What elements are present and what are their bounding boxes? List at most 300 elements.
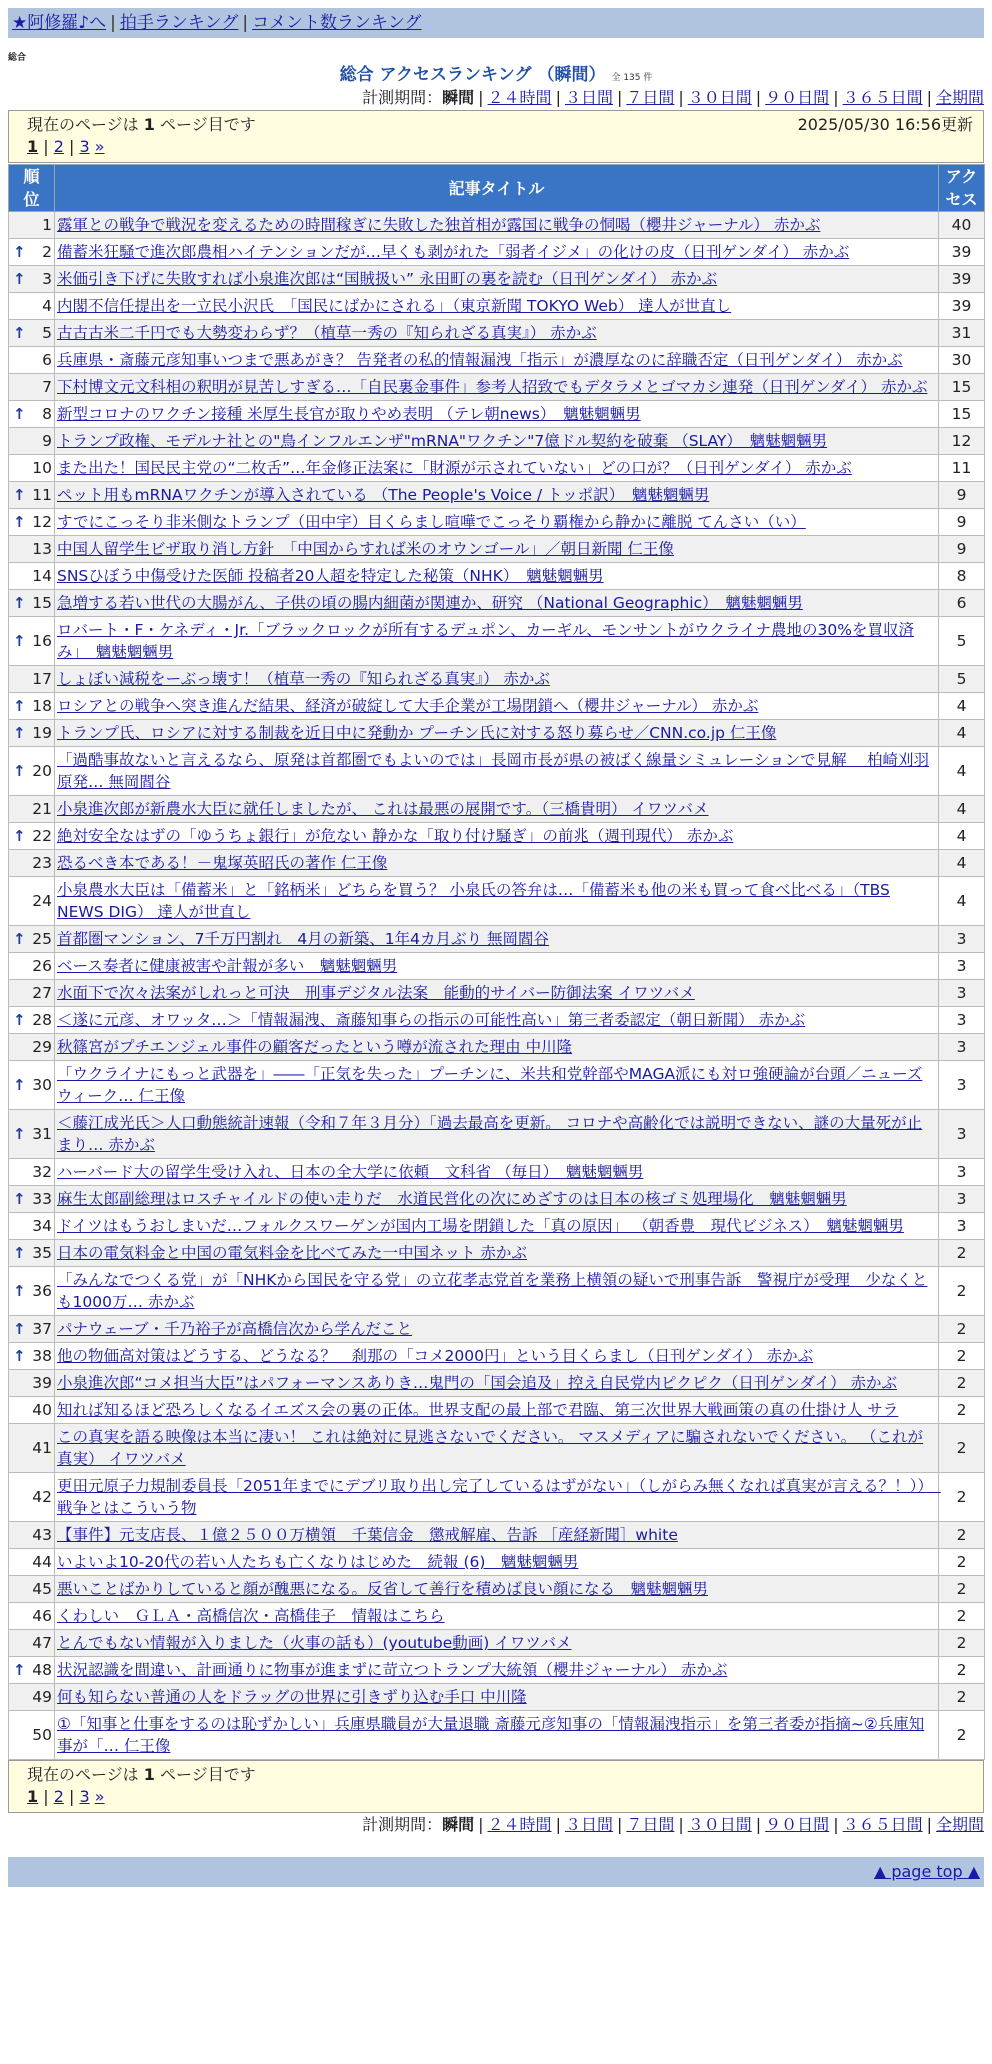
rank-number: 4: [42, 297, 52, 315]
article-link[interactable]: 麻生太郎副総理はロスチャイルドの使い走りだ 水道民営化の次にめざすのは日本の核ゴミ処理場化 魑魅魍魎男: [57, 1190, 847, 1208]
rank-number: 16: [32, 632, 52, 650]
article-link[interactable]: 更田元原子力規制委員長「2051年までにデブリ取り出し完了しているはずがない」（しがらみ無くなれば真実が言える？！）） 戦争とはこういう物: [57, 1477, 941, 1517]
table-row: [9, 1711, 985, 1760]
top-nav-bar: [8, 8, 984, 38]
rank-number: 47: [32, 1634, 52, 1652]
table-row: [9, 401, 985, 428]
rank-up-arrow-icon: ↑: [13, 1282, 26, 1300]
access-count: 3: [939, 953, 985, 980]
rank-cell: [9, 1186, 55, 1213]
rank-number: 5: [42, 324, 52, 342]
access-count: 3: [939, 926, 985, 953]
rank-number: 29: [32, 1038, 52, 1056]
rank-number: 26: [32, 957, 52, 975]
rank-cell: [9, 980, 55, 1007]
title-cell: [55, 482, 939, 509]
title-cell: [55, 293, 939, 320]
page-separator: |: [63, 137, 80, 156]
rank-number: 33: [32, 1190, 52, 1208]
rank-up-arrow-icon: ↑: [13, 243, 26, 261]
title-cell: [55, 796, 939, 823]
access-count: 2: [939, 1684, 985, 1711]
access-count: 9: [939, 536, 985, 563]
article-link[interactable]: この真実を語る映像は本当に凄い！ これは絶対に見逃さないでください。 マスメディアに騙されないでください。 （これが真実） イワツバメ: [57, 1428, 924, 1468]
title-cell: [55, 1007, 939, 1034]
title-cell: [55, 1473, 939, 1522]
table-row: [9, 482, 985, 509]
title-cell: [55, 1110, 939, 1159]
title-cell: [55, 1061, 939, 1110]
period-selector-top: [8, 86, 984, 110]
category-label: 総合: [8, 53, 27, 63]
period-separator: |: [478, 1815, 484, 1834]
period-option-link[interactable]: ３０日間: [687, 1815, 752, 1834]
article-link[interactable]: 「みんなでつくる党」が「NHKから国民を守る党」の立花孝志党首を業務上横領の疑いで刑事告訴 警視庁が受理 少なくとも1000万… 赤かぶ: [57, 1271, 928, 1311]
current-page-text: 現在のページは 1 ページ目です: [27, 1765, 256, 1784]
article-link[interactable]: 首都圏マンション、7千万円割れ 4月の新築、1年4カ月ぶり 無岡閻谷: [57, 930, 549, 948]
article-link[interactable]: 秋篠宮がプチエンジェル事件の顧客だったという噂が流された理由 中川隆: [57, 1038, 573, 1056]
rank-number: 32: [32, 1163, 52, 1181]
period-option-link[interactable]: 全期間: [935, 1815, 984, 1834]
rank-cell: [9, 926, 55, 953]
rank-cell: [9, 693, 55, 720]
rank-number: 45: [32, 1580, 52, 1598]
title-cell: [55, 953, 939, 980]
article-link[interactable]: 何も知らない普通の人をドラッグの世界に引きずり込む手口 中川隆: [57, 1688, 527, 1706]
period-separator: |: [678, 1815, 684, 1834]
title-cell: [55, 1397, 939, 1424]
article-link[interactable]: 水面下で次々法案がしれっと可決 刑事デジタル法案 能動的サイバー防御法案 イワツバメ: [57, 984, 695, 1002]
rank-cell: [9, 1424, 55, 1473]
rank-up-arrow-icon: ↑: [13, 1320, 26, 1338]
rank-number: 48: [32, 1661, 52, 1679]
article-link[interactable]: しょぼい減税をーぶっ壊す！（植草一秀の『知られざる真実』） 赤かぶ: [57, 670, 550, 688]
article-link[interactable]: SNSひぼう中傷受けた医師 投稿者20人超を特定した秘策（NHK） 魑魅魍魎男: [57, 567, 604, 585]
rank-cell: [9, 1240, 55, 1267]
rank-number: 14: [32, 567, 52, 585]
rank-cell: [9, 1473, 55, 1522]
period-option-link[interactable]: ２４時間: [487, 88, 552, 107]
table-row: [9, 617, 985, 666]
rank-cell: [9, 563, 55, 590]
rank-number: 42: [32, 1488, 52, 1506]
article-link[interactable]: 小泉農水大臣は「備蓄米」と「銘柄米」どちらを買う？ 小泉氏の答弁は…「備蓄米も他の米も買って食べ比べる」（TBS NEWS DIG） 達人が世直し: [57, 881, 890, 921]
rank-number: 43: [32, 1526, 52, 1544]
rank-cell: [9, 536, 55, 563]
access-count: 2: [939, 1424, 985, 1473]
article-link[interactable]: ＜遂に元彦、オワッタ…＞「情報漏洩、斎藤知事らの指示の可能性高い」第三者委認定（朝日新聞） 赤かぶ: [57, 1011, 806, 1029]
title-cell: [55, 374, 939, 401]
rank-number: 17: [32, 670, 52, 688]
access-count: 2: [939, 1657, 985, 1684]
article-link[interactable]: 下村博文元文科相の釈明が見苦しすぎる…「自民裏金事件」参考人招致でもデタラメとゴマカシ連発（日刊ゲンダイ） 赤かぶ: [57, 378, 928, 396]
rank-cell: [9, 823, 55, 850]
period-separator: |: [616, 88, 623, 107]
pager-bottom: [8, 1760, 984, 1813]
rank-number: 34: [32, 1217, 52, 1235]
title-cell: [55, 1343, 939, 1370]
page-link[interactable]: 2: [53, 137, 64, 156]
access-count: 2: [939, 1316, 985, 1343]
title-cell: [55, 1370, 939, 1397]
article-link[interactable]: 兵庫県・斎藤元彦知事いつまで悪あがき？ 告発者の私的情報漏洩「指示」が濃厚なのに辞職否定（日刊ゲンダイ） 赤かぶ: [57, 351, 903, 369]
article-link[interactable]: 絶対安全なはずの「ゆうちょ銀行」が危ない 静かな「取り付け騒ぎ」の前兆（週刊現代） 赤かぶ: [57, 827, 734, 845]
table-row: [9, 1576, 985, 1603]
rank-up-arrow-icon: ↑: [13, 762, 26, 780]
access-count: 2: [939, 1522, 985, 1549]
article-link[interactable]: ＜藤江成光氏＞人口動態統計速報（令和７年３月分）「過去最高を更新。 コロナや高齢化では説明できない、謎の大量死が止まり… 赤かぶ: [57, 1114, 923, 1154]
rank-cell: [9, 1576, 55, 1603]
rank-cell: [9, 796, 55, 823]
article-link[interactable]: 日本の電気料金と中国の電気料金を比べてみた一中国ネット 赤かぶ: [57, 1244, 527, 1262]
rank-cell: [9, 1522, 55, 1549]
access-count: 39: [939, 293, 985, 320]
article-link[interactable]: 「ウクライナにもっと武器を」――「正気を失った」プーチンに、米共和党幹部やMAGA派にも対ロ強硬論が台頭／ニューズウィーク… 仁王像: [57, 1065, 923, 1105]
rank-number: 13: [32, 540, 52, 558]
article-link[interactable]: 急増する若い世代の大腸がん、子供の頃の腸内細菌が関連か、研究 （National Geographic） 魑魅魍魎男: [57, 594, 803, 612]
rank-cell: [9, 850, 55, 877]
article-link[interactable]: 他の物価高対策はどうする、どうなる？ 刹那の「コメ2000円」という目くらまし（日刊ゲンダイ） 赤かぶ: [57, 1347, 814, 1365]
rank-number: 35: [32, 1244, 52, 1262]
page-title: [8, 64, 984, 86]
page-separator: |: [38, 137, 54, 156]
page-link[interactable]: 3: [79, 137, 90, 156]
access-count: 40: [939, 212, 985, 239]
period-separator: |: [678, 88, 684, 107]
article-link[interactable]: 「過酷事故ないと言えるなら、原発は首都圏でもよいのでは」長岡市長が県の被ばく線量シミュレーションで見解 柏崎刈羽原発… 無岡閻谷: [57, 751, 930, 791]
access-count: 11: [939, 455, 985, 482]
table-row: [9, 747, 985, 796]
rank-number: 46: [32, 1607, 52, 1625]
period-option-link[interactable]: ３日間: [564, 88, 613, 107]
title-cell: [55, 1711, 939, 1760]
period-option-link[interactable]: ３６５日間: [842, 1815, 923, 1834]
next-page-link[interactable]: »: [94, 137, 105, 156]
table-row: [9, 1370, 985, 1397]
rank-up-arrow-icon: ↑: [13, 1661, 26, 1679]
table-row: [9, 953, 985, 980]
rank-number: 15: [32, 594, 52, 612]
rank-cell: [9, 747, 55, 796]
table-row: [9, 1267, 985, 1316]
rank-cell: [9, 666, 55, 693]
table-row: [9, 1424, 985, 1473]
rank-up-arrow-icon: ↑: [13, 632, 26, 650]
access-count: 2: [939, 1630, 985, 1657]
rank-cell: [9, 374, 55, 401]
updated-timestamp: 2025/05/30 16:56更新: [797, 115, 973, 134]
access-count: 9: [939, 482, 985, 509]
next-page-link[interactable]: »: [94, 1787, 105, 1806]
table-row: [9, 563, 985, 590]
article-link[interactable]: とんでもない情報が入りました（火事の話も）(youtube動画) イワツバメ: [57, 1634, 572, 1652]
title-cell: [55, 1159, 939, 1186]
title-cell: [55, 1576, 939, 1603]
article-link[interactable]: 米価引き下げに失敗すれば小泉進次郎は“国賊扱い” 永田町の裏を読む（日刊ゲンダイ） 赤かぶ: [57, 270, 718, 288]
period-separator: |: [555, 1815, 561, 1834]
rank-number: 9: [42, 432, 52, 450]
period-separator: |: [833, 1815, 839, 1834]
access-count: 3: [939, 1007, 985, 1034]
title-cell: [55, 850, 939, 877]
period-separator: |: [478, 88, 484, 107]
title-cell: [55, 536, 939, 563]
title-cell: [55, 926, 939, 953]
period-separator: |: [755, 88, 762, 107]
period-option-link[interactable]: ３０日間: [687, 88, 752, 107]
period-selector-bottom: [8, 1813, 984, 1837]
nav-separator: |: [242, 13, 249, 33]
title-cell: [55, 455, 939, 482]
period-separator: |: [926, 1815, 932, 1834]
period-option-link[interactable]: ７日間: [626, 1815, 675, 1834]
period-label: 計測期間：: [362, 88, 443, 107]
rank-number: 21: [32, 800, 52, 818]
article-link[interactable]: 状況認識を間違い、計画通りに物事が進まずに苛立つトランプ大統領（櫻井ジャーナル） 赤かぶ: [57, 1661, 728, 1679]
period-separator: |: [926, 88, 932, 107]
access-count: 12: [939, 428, 985, 455]
period-option-link[interactable]: ９０日間: [765, 88, 830, 107]
comment-ranking-link[interactable]: コメント数ランキング: [252, 13, 422, 33]
article-link[interactable]: 小泉進次郎が新農水大臣に就任しましたが、 これは最悪の展開です。（三橋貴明） イワツバメ: [57, 800, 709, 818]
table-row: [9, 212, 985, 239]
rank-up-arrow-icon: ↑: [13, 594, 26, 612]
table-row: [9, 374, 985, 401]
footer-bar: [8, 1857, 984, 1887]
rank-number: 38: [32, 1347, 52, 1365]
table-row: [9, 1110, 985, 1159]
rank-cell: [9, 509, 55, 536]
title-cell: [55, 1034, 939, 1061]
article-link[interactable]: ペット用もmRNAワクチンが導入されている （The People's Voice / トッポ訳） 魑魅魍魎男: [57, 486, 710, 504]
table-row: [9, 1343, 985, 1370]
rank-cell: [9, 266, 55, 293]
page-link[interactable]: 2: [53, 1787, 64, 1806]
period-option-link[interactable]: ３６５日間: [842, 88, 923, 107]
access-count: 39: [939, 239, 985, 266]
rank-cell: [9, 1657, 55, 1684]
period-option-link[interactable]: ７日間: [626, 88, 675, 107]
rank-cell: [9, 720, 55, 747]
article-link[interactable]: 悪いことばかりしていると顔が醜悪になる。反省して善行を積めば良い顔になる 魑魅魍魎男: [57, 1580, 709, 1598]
period-separator: |: [833, 88, 839, 107]
rank-up-arrow-icon: ↑: [13, 513, 26, 531]
access-count: 6: [939, 590, 985, 617]
access-count: 5: [939, 666, 985, 693]
article-link[interactable]: 備蓄米狂騒で進次郎農相ハイテンションだが…早くも剥がれた「弱者イジメ」の化けの皮（日刊ゲンダイ） 赤かぶ: [57, 243, 850, 261]
article-link[interactable]: ハーバード大の留学生受け入れ、日本の全大学に依頼 文科省 （毎日） 魑魅魍魎男: [57, 1163, 644, 1181]
access-count: 4: [939, 877, 985, 926]
article-link[interactable]: 【事件】元支店長、１億２５００万横領 千葉信金 懲戒解雇、告訴 ［産経新聞］white: [57, 1526, 678, 1544]
rank-cell: [9, 428, 55, 455]
article-link[interactable]: ①「知事と仕事をするのは恥ずかしい」兵庫県職員が大量退職 斎藤元彦知事の「情報漏洩指示」を第三者委が指摘~②兵庫知事が「… 仁王像: [57, 1715, 925, 1755]
table-row: [9, 536, 985, 563]
table-row: [9, 1473, 985, 1522]
title-column-header: 記事タイトル: [55, 165, 939, 212]
article-link[interactable]: すでにこっそり非米側なトランプ（田中宇）目くらまし喧嘩でこっそり覇権から静かに離脱 てんさい（い）: [57, 513, 806, 531]
pager-top: [8, 110, 984, 163]
period-option-link[interactable]: ２４時間: [487, 1815, 552, 1834]
period-label: 計測期間：: [362, 1815, 443, 1834]
title-cell: [55, 747, 939, 796]
page-links: [27, 1786, 973, 1808]
article-link[interactable]: ベース奏者に健康被害や計報が多い 魑魅魍魎男: [57, 957, 398, 975]
rank-up-arrow-icon: ↑: [13, 1190, 26, 1208]
page: [8, 8, 984, 1887]
article-link[interactable]: くわしい ＧＬＡ・高橋信次・高橋佳子 情報はこちら: [57, 1607, 445, 1625]
table-row: [9, 1159, 985, 1186]
article-link[interactable]: トランプ氏、ロシアに対する制裁を近日中に発動か プーチン氏に対する怒り募らせ／CNN.co.jp 仁王像: [57, 724, 777, 742]
period-option-link[interactable]: ９０日間: [765, 1815, 830, 1834]
total-count: 全 135 件: [611, 73, 653, 83]
table-row: [9, 455, 985, 482]
clap-ranking-link[interactable]: 拍手ランキング: [119, 13, 239, 33]
article-link[interactable]: また出た！国民民主党の“二枚舌”…年金修正法案に「財源が示されていない」どの口が？（日刊ゲンダイ） 赤かぶ: [57, 459, 852, 477]
rank-up-arrow-icon: ↑: [13, 1347, 26, 1365]
rank-number: 40: [32, 1401, 52, 1419]
article-link[interactable]: 恐るべき本である！－鬼塚英昭氏の著作 仁王像: [57, 854, 388, 872]
period-option-link[interactable]: 全期間: [935, 88, 984, 107]
rank-number: 20: [32, 762, 52, 780]
title-cell: [55, 1213, 939, 1240]
article-link[interactable]: 内閣不信任提出を一立民小沢氏 「国民にばかにされる」（東京新聞 TOKYO Web） 達人が世直し: [57, 297, 732, 315]
title-cell: [55, 1316, 939, 1343]
rank-cell: [9, 1549, 55, 1576]
rank-up-arrow-icon: ↑: [13, 270, 26, 288]
page-separator: |: [63, 1787, 80, 1806]
nav-separator: |: [110, 13, 116, 33]
rank-cell: [9, 1110, 55, 1159]
page-link[interactable]: 3: [79, 1787, 90, 1806]
title-cell: [55, 563, 939, 590]
page-top-link[interactable]: ▲ page top ▲: [873, 1862, 980, 1881]
table-row: [9, 796, 985, 823]
rank-cell: [9, 1603, 55, 1630]
access-count: 2: [939, 1711, 985, 1760]
rank-number: 49: [32, 1688, 52, 1706]
table-row: [9, 1397, 985, 1424]
rank-cell: [9, 239, 55, 266]
article-link[interactable]: いよいよ10-20代の若い人たちも亡くなりはじめた 続報 (6) 魑魅魍魎男: [57, 1553, 579, 1571]
title-cell: [55, 1684, 939, 1711]
rank-number: 25: [32, 930, 52, 948]
access-count: 4: [939, 693, 985, 720]
title-cell: [55, 1186, 939, 1213]
table-row: [9, 1061, 985, 1110]
rank-column-header: 順 位: [9, 165, 55, 212]
article-link[interactable]: ロシアとの戦争へ突き進んだ結果、経済が破綻して大手企業が工場閉鎖へ（櫻井ジャーナル） 赤かぶ: [57, 697, 759, 715]
article-link[interactable]: ドイツはもうおしまいだ…フォルクスワーゲンが国内工場を閉鎖した「真の原因」 （朝香豊 現代ビジネス） 魑魅魍魎男: [57, 1217, 904, 1235]
title-cell: [55, 1522, 939, 1549]
article-link[interactable]: ロバート・F・ケネディ・Jr.「ブラックロックが所有するデュポン、カーギル、モンサントがウクライナ農地の30%を買収済み」 魑魅魍魎男: [57, 621, 914, 661]
table-row: [9, 1007, 985, 1034]
rank-cell: [9, 877, 55, 926]
rank-up-arrow-icon: ↑: [13, 1125, 26, 1143]
article-link[interactable]: パナウェーブ・千乃裕子が高橋信次から学んだこと: [57, 1320, 413, 1338]
rank-up-arrow-icon: ↑: [13, 827, 26, 845]
rank-up-arrow-icon: ↑: [13, 405, 26, 423]
period-option-link[interactable]: ３日間: [564, 1815, 613, 1834]
table-row: [9, 877, 985, 926]
rank-number: 19: [32, 724, 52, 742]
rank-cell: [9, 1159, 55, 1186]
access-count: 3: [939, 1034, 985, 1061]
title-cell: [55, 980, 939, 1007]
rank-number: 31: [32, 1125, 52, 1143]
rank-number: 10: [32, 459, 52, 477]
access-count: 9: [939, 509, 985, 536]
article-link[interactable]: 知れば知るほど恐ろしくなるイエズス会の裏の正体。世界支配の最上部で君臨、第三次世界大戦画策の真の仕掛け人 サラ: [57, 1401, 899, 1419]
access-count: 4: [939, 850, 985, 877]
table-row: [9, 1630, 985, 1657]
access-count: 4: [939, 747, 985, 796]
access-count: 2: [939, 1603, 985, 1630]
title-cell: [55, 1549, 939, 1576]
rank-number: 36: [32, 1282, 52, 1300]
table-row: [9, 1657, 985, 1684]
rank-number: 30: [32, 1076, 52, 1094]
access-count: 4: [939, 796, 985, 823]
title-cell: [55, 239, 939, 266]
period-current: 瞬間: [442, 1815, 475, 1834]
page-separator: |: [38, 1787, 54, 1806]
article-link[interactable]: 古古古米二千円でも大勢変わらず？（植草一秀の『知られざる真実』） 赤かぶ: [57, 324, 597, 342]
rank-up-arrow-icon: ↑: [13, 697, 26, 715]
access-column-header: アク セス: [939, 165, 985, 212]
access-count: 4: [939, 720, 985, 747]
access-count: 2: [939, 1397, 985, 1424]
rank-cell: [9, 1316, 55, 1343]
title-cell: [55, 693, 939, 720]
access-count: 15: [939, 374, 985, 401]
access-count: 2: [939, 1549, 985, 1576]
access-count: 3: [939, 1186, 985, 1213]
rank-number: 41: [32, 1439, 52, 1457]
table-row: [9, 1549, 985, 1576]
table-row: [9, 320, 985, 347]
access-count: 30: [939, 347, 985, 374]
title-cell: [55, 401, 939, 428]
title-cell: [55, 1240, 939, 1267]
article-link[interactable]: 中国人留学生ビザ取り消し方針 「中国からすれば米のオウンゴール」／朝日新聞 仁王像: [57, 540, 674, 558]
table-row: [9, 428, 985, 455]
table-row: [9, 1240, 985, 1267]
article-link[interactable]: トランプ政権、モデルナ社との"鳥インフルエンザ"mRNA"ワクチン"7億ドル契約を破棄 （SLAY） 魑魅魍魎男: [57, 432, 828, 450]
article-link[interactable]: 小泉進次郎“コメ担当大臣”はパフォーマンスありき…鬼門の「国会追及」控え自民党内ピクピク（日刊ゲンダイ） 赤かぶ: [57, 1374, 898, 1392]
rank-cell: [9, 1007, 55, 1034]
asyura-home-link[interactable]: ★阿修羅♪へ: [12, 13, 107, 33]
title-cell: [55, 1424, 939, 1473]
rank-cell: [9, 1630, 55, 1657]
title-cell: [55, 617, 939, 666]
table-row: [9, 239, 985, 266]
rank-cell: [9, 1684, 55, 1711]
rank-number: 18: [32, 697, 52, 715]
article-link[interactable]: 新型コロナのワクチン接種 米厚生長官が取りやめ表明 （テレ朝news） 魑魅魍魎男: [57, 405, 641, 423]
access-count: 2: [939, 1473, 985, 1522]
title-cell: [55, 1267, 939, 1316]
rank-cell: [9, 590, 55, 617]
ranking-rows: [9, 212, 985, 1760]
article-link[interactable]: 露軍との戦争で戦況を変えるための時間稼ぎに失敗した独首相が露国に戦争の恫喝（櫻井ジャーナル） 赤かぶ: [57, 216, 821, 234]
rank-number: 7: [42, 378, 52, 396]
table-row: [9, 666, 985, 693]
access-count: 2: [939, 1343, 985, 1370]
rank-number: 28: [32, 1011, 52, 1029]
page-current: 1: [27, 137, 39, 156]
period-separator: |: [755, 1815, 762, 1834]
access-count: 3: [939, 1213, 985, 1240]
